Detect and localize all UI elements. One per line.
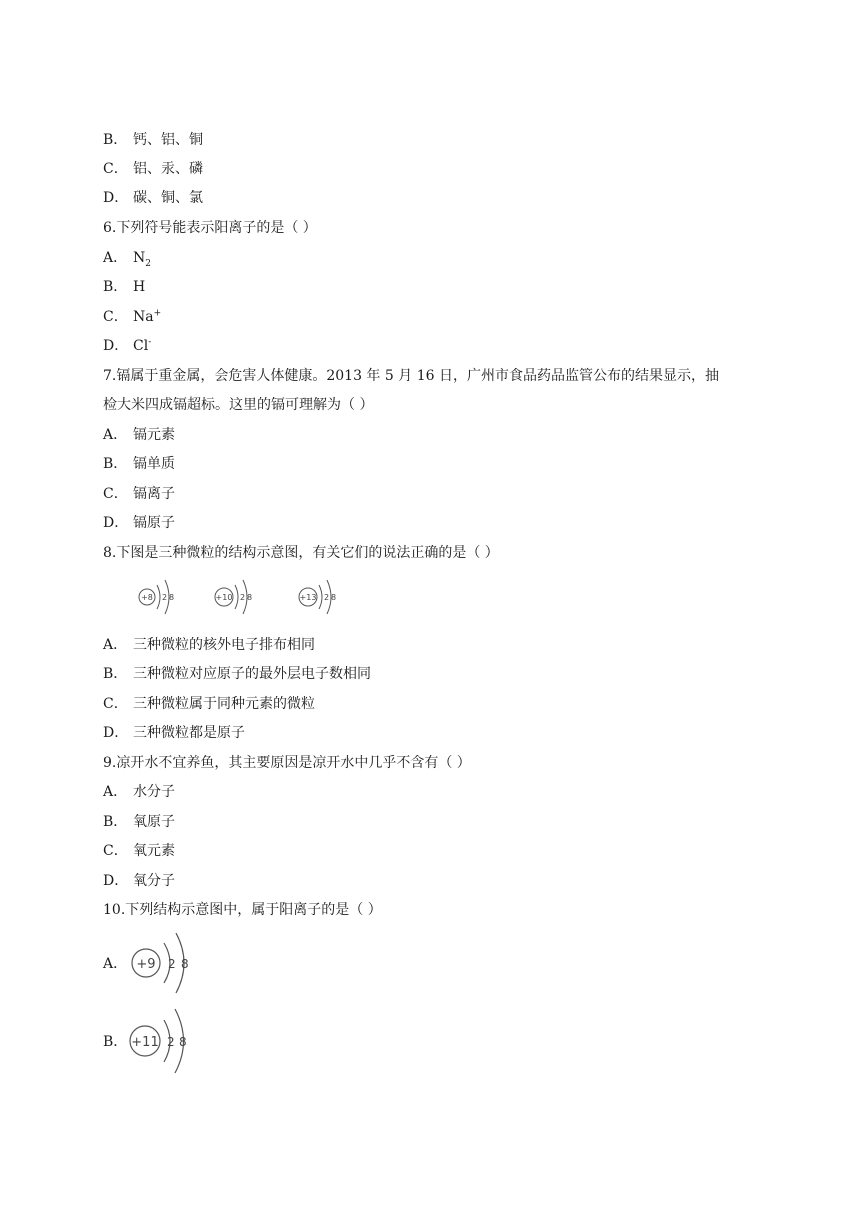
q5-option-d: D． 碳、铜、氯: [103, 190, 203, 206]
shell-arc: [157, 585, 160, 609]
q7-stem-line2: 检大米四成镉超标。这里的镉可理解为（ ）: [103, 397, 374, 413]
q9-option-c: C． 氧元素: [103, 843, 175, 859]
shell-electrons: 2: [240, 593, 246, 602]
q10-stem: 10.下列结构示意图中，属于阳离子的是（ ）: [103, 902, 382, 918]
q10-option-a-diagram: [130, 928, 200, 998]
q6-option-a: A． $N_2$: [103, 250, 151, 269]
q9-stem: 9.凉开水不宜养鱼，其主要原因是凉开水中几乎不含有（ ）: [103, 755, 471, 771]
shell-arc: [319, 585, 322, 609]
atom-structure-diagram: [298, 573, 348, 621]
nucleus-charge: +10: [215, 593, 233, 602]
nucleus-charge: +8: [141, 593, 153, 602]
q9-option-d: D． 氧分子: [103, 873, 175, 889]
q8-diagram-2: [214, 573, 264, 621]
q5-option-b: B． 钙、铝、铜: [103, 132, 203, 148]
q7-option-a: A． 镉元素: [103, 427, 175, 443]
q8-option-a: A． 三种微粒的核外电子排布相同: [103, 637, 315, 653]
shell-electrons: 2: [168, 957, 176, 971]
shell-electrons: 8: [247, 593, 253, 602]
shell-electrons: 2: [167, 1035, 175, 1049]
q10-option-b-letter: B．: [103, 1034, 128, 1050]
q7-option-d: D． 镉原子: [103, 515, 175, 531]
q7-option-b: B． 镉单质: [103, 456, 175, 472]
q8-diagram-3: [298, 573, 348, 621]
q6-option-d: D． Cl-: [103, 337, 152, 354]
q7-stem-line1: 7.镉属于重金属，会危害人体健康。2013 年 5 月 16 日，广州市食品药品监管公布的结果显示，抽: [103, 368, 719, 384]
q6-option-b: B． H: [103, 279, 146, 295]
nucleus-charge: +9: [136, 957, 156, 972]
q8-stem: 8.下图是三种微粒的结构示意图，有关它们的说法正确的是（ ）: [103, 545, 499, 561]
shell-electrons: 2: [162, 593, 168, 602]
atom-structure-diagram: [214, 573, 264, 621]
nucleus-charge: +11: [131, 1035, 159, 1050]
q10-option-b-diagram: [128, 1005, 198, 1077]
q6-option-c: C． Na+: [103, 308, 162, 325]
atom-structure-diagram: [130, 928, 200, 998]
q7-option-c: C． 镉离子: [103, 486, 175, 502]
q6-stem: 6.下列符号能表示阳离子的是（ ）: [103, 220, 317, 236]
q8-option-b: B． 三种微粒对应原子的最外层电子数相同: [103, 666, 371, 682]
nucleus-charge: +13: [299, 593, 317, 602]
q10-option-a-letter: A．: [103, 956, 128, 972]
atom-structure-diagram: [138, 573, 188, 621]
q9-option-b: B． 氧原子: [103, 814, 175, 830]
q9-option-a: A． 水分子: [103, 784, 175, 800]
q5-option-c: C． 铝、汞、磷: [103, 161, 203, 177]
shell-electrons: 8: [331, 593, 337, 602]
shell-electrons: 8: [179, 1035, 187, 1049]
shell-electrons: 2: [324, 593, 330, 602]
shell-electrons: 8: [169, 593, 175, 602]
q8-option-d: D． 三种微粒都是原子: [103, 725, 245, 741]
atom-structure-diagram: [128, 1005, 198, 1077]
shell-electrons: 8: [181, 957, 189, 971]
q8-option-c: C． 三种微粒属于同种元素的微粒: [103, 696, 315, 712]
shell-arc: [235, 585, 238, 609]
q8-diagram-1: [138, 573, 188, 621]
